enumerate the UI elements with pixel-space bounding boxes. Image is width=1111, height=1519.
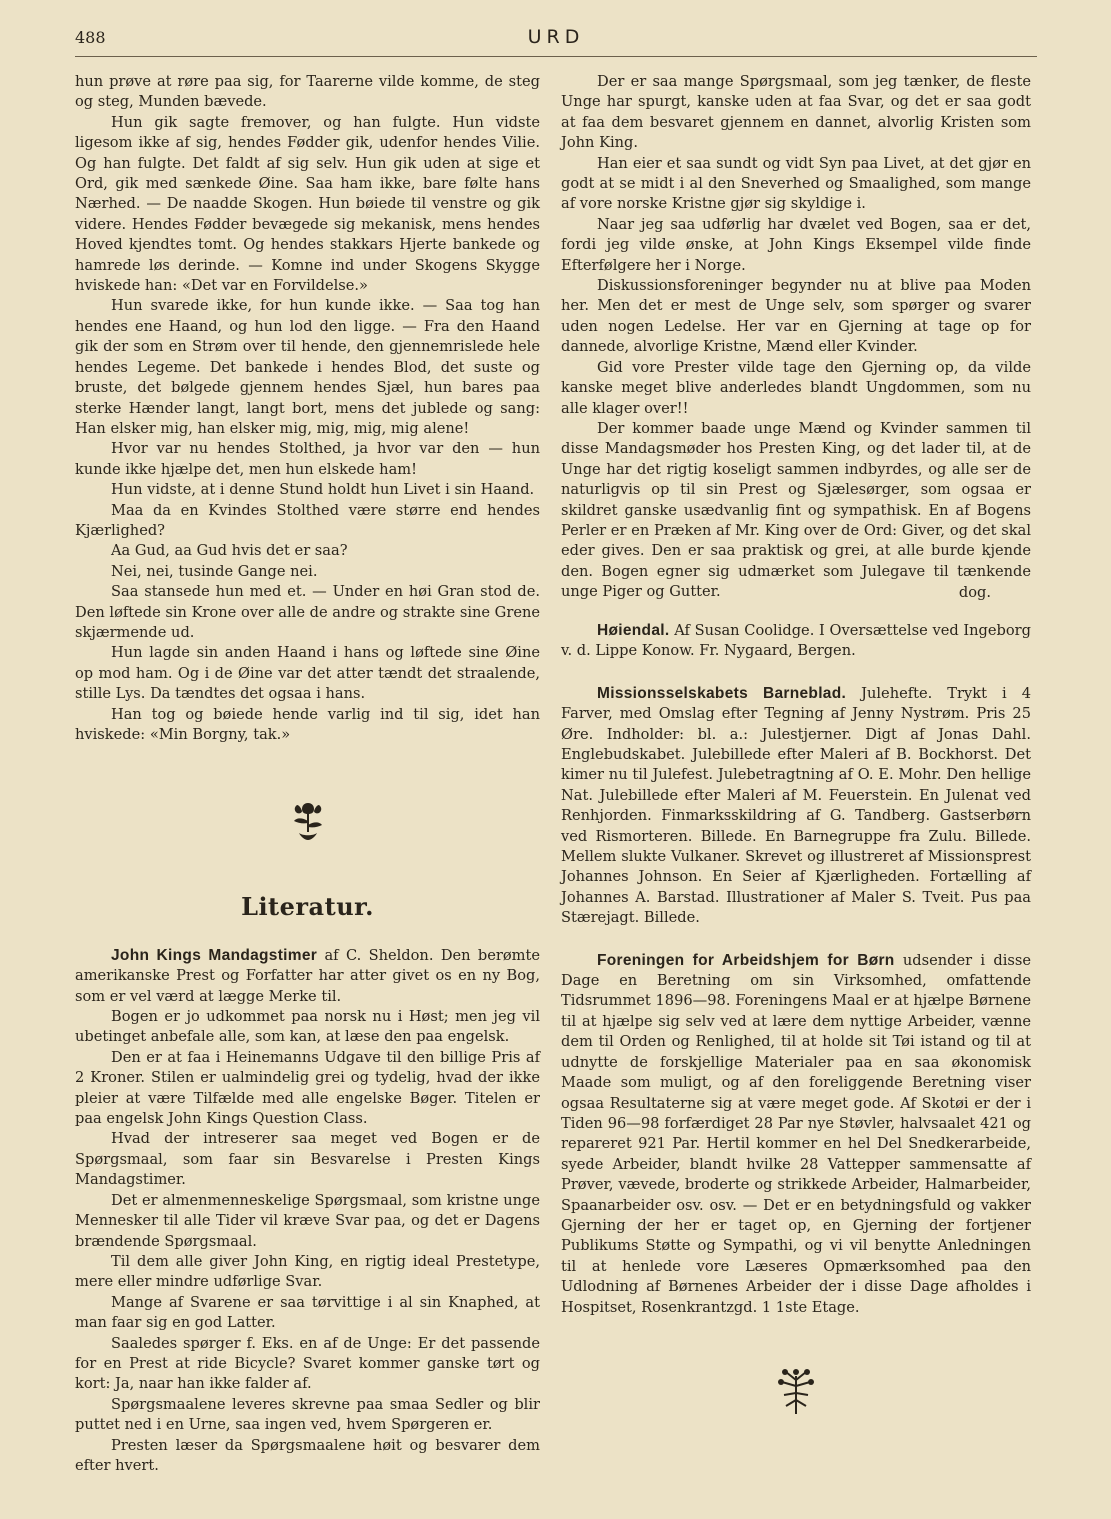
review-signature: dog. [958,583,991,601]
review-paragraph: Til dem alle giver John King, en rigtig ideal Prestetype, mere eller mindre udførlige Svar. [75,1252,540,1291]
story-paragraph: Hun svarede ikke, for hun kunde ikke. — Saa tog han hendes ene Haand, og hun lod den ligge. — Fra den Haand gik der som en Strøm over til hende, den gjennemrislede hele hendes Legeme. Det bankede i hendes Blod, det suste og bruste, det bølgede gjennem hendes Sjæl, hun bares paa sterke Hænder langt, langt bort, mens det jublede og sang: Han elsker mig, han elsker mig, mig, mig, mig alene! [75,297,540,437]
plant-ornament-icon [774,1366,818,1416]
review-paragraph: Spørgsmaalene leveres skrevne paa smaa Sedler og blir puttet ned i en Urne, saa ingen ved, hvem Spørgeren er. [75,1395,540,1434]
left-column [75,72,540,1476]
review-paragraph: Presten læser da Spørgsmaalene høit og besvarer dem efter hvert. [75,1436,540,1474]
review-lead [561,621,1031,662]
review-title: Foreningen for Arbeidshjem for Børn [597,951,895,969]
review-paragraph: Det er almenmenneskelige Spørgsmaal, som kristne unge Mennesker til alle Tider vil kræve Svar paa, og det er Dagens brændende Spørgsmaal. [75,1191,540,1250]
page-header [75,28,1037,57]
review-paragraph: Mange af Svarene er saa tørvittige i al sin Knaphed, at man faar sig en god Latter. [75,1293,540,1332]
story-paragraph: Han tog og bøiede hende varlig ind til sig, idet han hviskede: «Min Borgny, tak.» [75,705,540,743]
story-paragraph: hun prøve at røre paa sig, for Taarerne vilde komme, de steg og steg, Munden bævede. [75,73,540,111]
review-hoiendal [561,621,1031,662]
review-title: Missionsselskabets Barneblad. [597,684,847,702]
review-paragraph: Han eier et saa sundt og vidt Syn paa Livet, at det gjør en godt at se midt i al den Sneverhed og Smaalighed, som mange af vore norske Kristne gjør sig skyldige i. [561,154,1031,213]
story-paragraph: Nei, nei, tusinde Gange nei. [111,562,318,580]
review-john-kings [75,946,540,1477]
review-paragraph: Der kommer baade unge Mænd og Kvinder sammen til disse Mandagsmøder hos Presten King, og det lader til, at de Unge har det rigtig koseligt sammen indbyrdes, og alle ser de naturligvis op til sin Prest og Sjælesørger, som ogsaa er skildret ganske usædvanlig fint og sympathisk. En af Bogens Perler er en Præken af Mr. King over de Ord: Giver, og det skal eder gives. Den er saa praktisk og grei, at alle burde kjende den. Bogen egner sig udmærket som Julegave til tænkende unge Piger og Gutter. [561,419,1031,601]
section-heading: Literatur. [241,892,374,922]
story-paragraph: Aa Gud, aa Gud hvis det er saa? [111,542,348,560]
review-paragraph: Diskussionsforeninger begynder nu at blive paa Moden her. Men det er mest de Unge selv, som spørger og svarer uden nogen Ledelse. Her var en Gjerning at tage op for dannede, alvorlige Kristne, Mænd eller Kvinder. [561,277,1031,356]
review-paragraph: Hvad der intreserer saa meget ved Bogen er de Spørgsmaal, som faar sin Besvarelse i Presten Kings Mandagstimer. [75,1130,540,1189]
review-paragraph: Bogen er jo udkommet paa norsk nu i Høst; men jeg vil ubetinget anbefale alle, som kan, at læse den paa engelsk. [75,1008,540,1046]
story-paragraph: Saa stansede hun med et. — Under en høi Gran stod de. Den løftede sin Krone over alle de andre og strakte sine Grene skjærmende ud. [75,583,540,641]
review-text: Af Susan Coolidge. I Oversættelse ved Ingeborg v. d. Lippe Konow. Fr. Nygaard, Bergen. [561,621,1031,660]
review-paragraph: Naar jeg saa udførlig har dvælet ved Bogen, saa er det, fordi jeg vilde ønske, at John Kings Eksempel vilde finde Efterfølgere her i Norge. [561,215,1031,274]
review-paragraph: Der er saa mange Spørgsmaal, som jeg tænker, de fleste Unge har spurgt, kanske uden at faa Svar, og det er saa godt at faa dem besvaret gjennem en dannet, alvorlig Kristen som John King. [561,73,1031,152]
flower-ornament-icon [285,795,331,845]
review-lead [75,946,540,1007]
review-lead-text: af C. Sheldon. Den berømte amerikanske Prest og Forfatter har atter givet os en ny Bog, som er vel værd at lægge Merke til. [75,946,540,1005]
review-paragraph: Saaledes spørger f. Eks. en af de Unge: Er det passende for en Prest at ride Bicycle? Svaret kommer ganske tørt og kort: Ja, naar han ikke falder af. [75,1334,540,1393]
story-paragraph: Hun vidste, at i denne Stund holdt hun Livet i sin Haand. [111,481,535,499]
story-paragraph: Hvor var nu hendes Stolthed, ja hvor var den — hun kunde ikke hjælpe det, men hun elskede ham! [75,440,540,478]
page-number: 488 [75,28,106,47]
review-text: udsender i disse Dage en Beretning om sin Virksomhed, omfattende Tidsrummet 1896—98. Foreningens Maal er at hjælpe Børnene til at hjælpe sig selv ved at lære dem nyttige Arbeider, vænne dem til Orden og Renlighed, til at holde sit Tøi istand og til at udnytte de forskjellige Materialer paa en saa økonomisk Maade som muligt, og af den foreliggende Beretning viser ogsaa Resultaterne sig at være meget gode. Af Skotøi er der i Tiden 96—98 forfærdiget 28 Par nye Støvler, halvsaalet 421 og repareret 921 Par. Hertil kommer en hel Del Snedkerarbeide, syede Arbeider, blandt hvilke 28 Vattepper sammensatte af Prøver, vævede, broderte og strikkede Arbeider, Halmarbeider, Spaanarbeider osv. osv. — Det er en betydningsfuld og vakker Gjerning der her er taget op, en Gjerning der fortjener Publikums Støtte og Sympathi, og vi vil benytte Anledningen til at henlede vore Læseres Opmærksomhed paa den Udlodning af Børnenes Arbeider der i disse Dage afholdes i Hospitset, Rosenkrantzgd. 1 1ste Etage. [561,951,1031,1316]
story-paragraph: Maa da en Kvindes Stolthed være større end hendes Kjærlighed? [75,501,540,539]
review-text: Julehefte. Trykt i 4 Farver, med Omslag efter Tegning af Jenny Nystrøm. Pris 25 Øre. Indholder: bl. a.: Julestjerner. Digt af Jonas Dahl. Englebudskabet. Julebillede efter Maleri af B. Bockhorst. Det kimer nu til Julefest. Julebetragtning af O. E. Mohr. Den hellige Nat. Julebillede efter Maleri af M. Feuerstein. En Julenat ved Renhjorden. Finmarksskildring af G. Tandberg. Gastserbørn ved Rismorteren. Billede. En Barnegruppe fra Zulu. Billede. Mellem slukte Vulkaner. Skrevet og illustreret af Missionsprest Johannes Johnson. En Seier af Kjærligheden. Fortælling af Johannes A. Barstad. Illustrationer af Maler S. Tveit. Pus paa Stærejagt. Billede. [561,684,1031,927]
story-paragraph: Hun lagde sin anden Haand i hans og løftede sine Øine op mod ham. Og i de Øine var det atter tændt det straalende, stille Lys. Da tændtes det ogsaa i hans. [75,644,540,703]
review-title: John Kings Mandagstimer [111,946,318,964]
right-column [561,72,1031,1416]
review-lead [561,684,1031,929]
review-title: Høiendal. [597,621,670,639]
review-barneblad [561,684,1031,929]
review-paragraph: Den er at faa i Heinemanns Udgave til den billige Pris af 2 Kroner. Stilen er ualmindelig grei og tydelig, hvad der ikke pleier at være Tilfælde med alle engelske Bøger. Titelen er paa engelsk John Kings Question Class. [75,1048,540,1128]
review-arbeidshjem [561,951,1031,1318]
running-head: URD [527,26,585,48]
review-lead [561,951,1031,1318]
story-paragraph: Hun gik sagte fremover, og han fulgte. Hun vidste ligesom ikke af sig, hendes Fødder gik, udenfor hendes Vilie. Og han fulgte. Det faldt af sig selv. Hun gik uden at sige et Ord, gik med sænkede Øine. Saa ham ikke, bare følte hans Nærhed. — De naadde Skogen. Hun bøiede til venstre og gik videre. Hendes Fødder bevægede sig mekanisk, mens hendes Hoved kjendtes tomt. Og hendes stakkars Hjerte bankede og hamrede løs derinde. — Komne ind under Skogens Skygge hviskede han: «Det var en Forvildelse.» [75,113,540,295]
review-paragraph: Gid vore Prester vilde tage den Gjerning op, da vilde kanske meget blive anderledes blandt Ungdommen, som nu alle klager over!! [561,358,1031,417]
